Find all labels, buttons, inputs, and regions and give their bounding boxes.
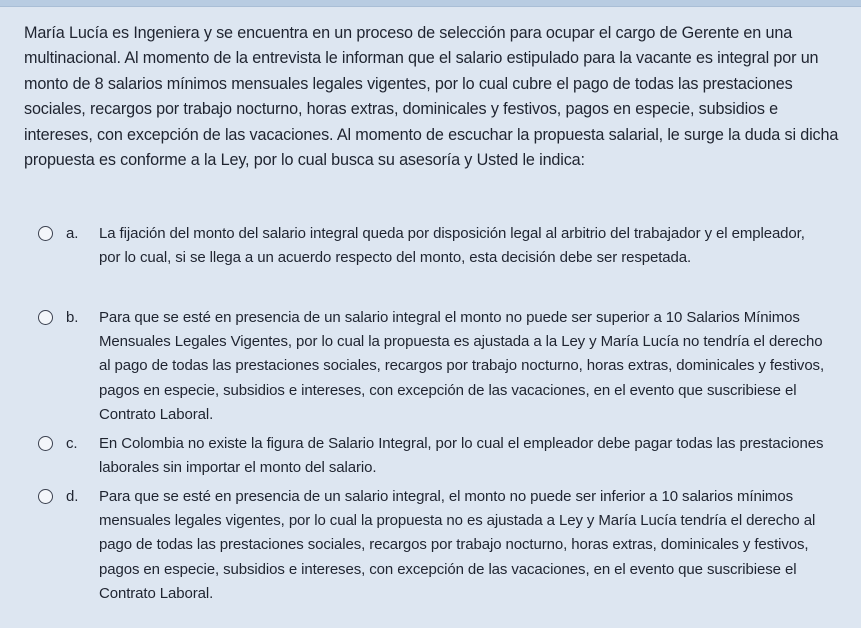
- option-text-b[interactable]: Para que se esté en presencia de un salario integral el monto no puede ser superior a 10 Salarios Mínimos Mensuales Legales Vigentes, por lo cual la propuesta es ajustada a la Ley y María Lucía no tendría el derecho al pago de todas las prestaciones sociales, recargos por trabajo nocturno, horas extras, dominicales y festivos, pagos en especie, subsidios e intereses, con excepción de las vacaciones, en el evento que suscribiese el Contrato Laboral.: [99, 309, 825, 423]
- radio-option-b[interactable]: [38, 310, 53, 325]
- radio-option-d[interactable]: [38, 489, 53, 504]
- radio-option-a[interactable]: [38, 226, 53, 241]
- option-text-a[interactable]: La fijación del monto del salario integral queda por disposición legal al arbitrio del trabajador y el empleador, por lo cual, si se llega a un acuerdo respecto del monto, esta decisión debe ser respetada.: [99, 225, 805, 267]
- option-letter-c: c.: [66, 435, 78, 452]
- radio-option-c[interactable]: [38, 436, 53, 451]
- option-text-d[interactable]: Para que se esté en presencia de un salario integral, el monto no puede ser inferior a 10 salarios mínimos mensuales legales vigentes, por lo cual la propuesta no es ajustada a Ley y María Lucía tendría el derecho al pago de todas las prestaciones sociales, recargos por trabajo nocturno, horas extras, dominicales y festivos, pagos en especie, subsidios e intereses, con excepción de las vacaciones, en el evento que suscribiese el Contrato Laboral.: [99, 488, 816, 602]
- question-text: María Lucía es Ingeniera y se encuentra en un proceso de selección para ocupar el cargo de Gerente en una multinacional. Al momento de la entrevista le informan que el salario estipulado para la vacante es integral por un monto de 8 salarios mínimos mensuales legales vigentes, por lo cual cubre el pago de todas las prestaciones sociales, recargos por trabajo nocturno, horas extras, dominicales y festivos, pagos en especie, subsidios e intereses, con excepción de las vacaciones. Al momento de escuchar la propuesta salarial, le surge la duda si dicha propuesta es conforme a la Ley, por lo cual busca su asesoría y Usted le indica:: [24, 24, 839, 170]
- option-letter-b: b.: [66, 309, 79, 326]
- option-letter-a: a.: [66, 225, 79, 242]
- option-text-c[interactable]: En Colombia no existe la figura de Salario Integral, por lo cual el empleador debe pagar todas las prestaciones laborales sin importar el monto del salario.: [99, 435, 824, 477]
- option-letter-d: d.: [66, 488, 79, 505]
